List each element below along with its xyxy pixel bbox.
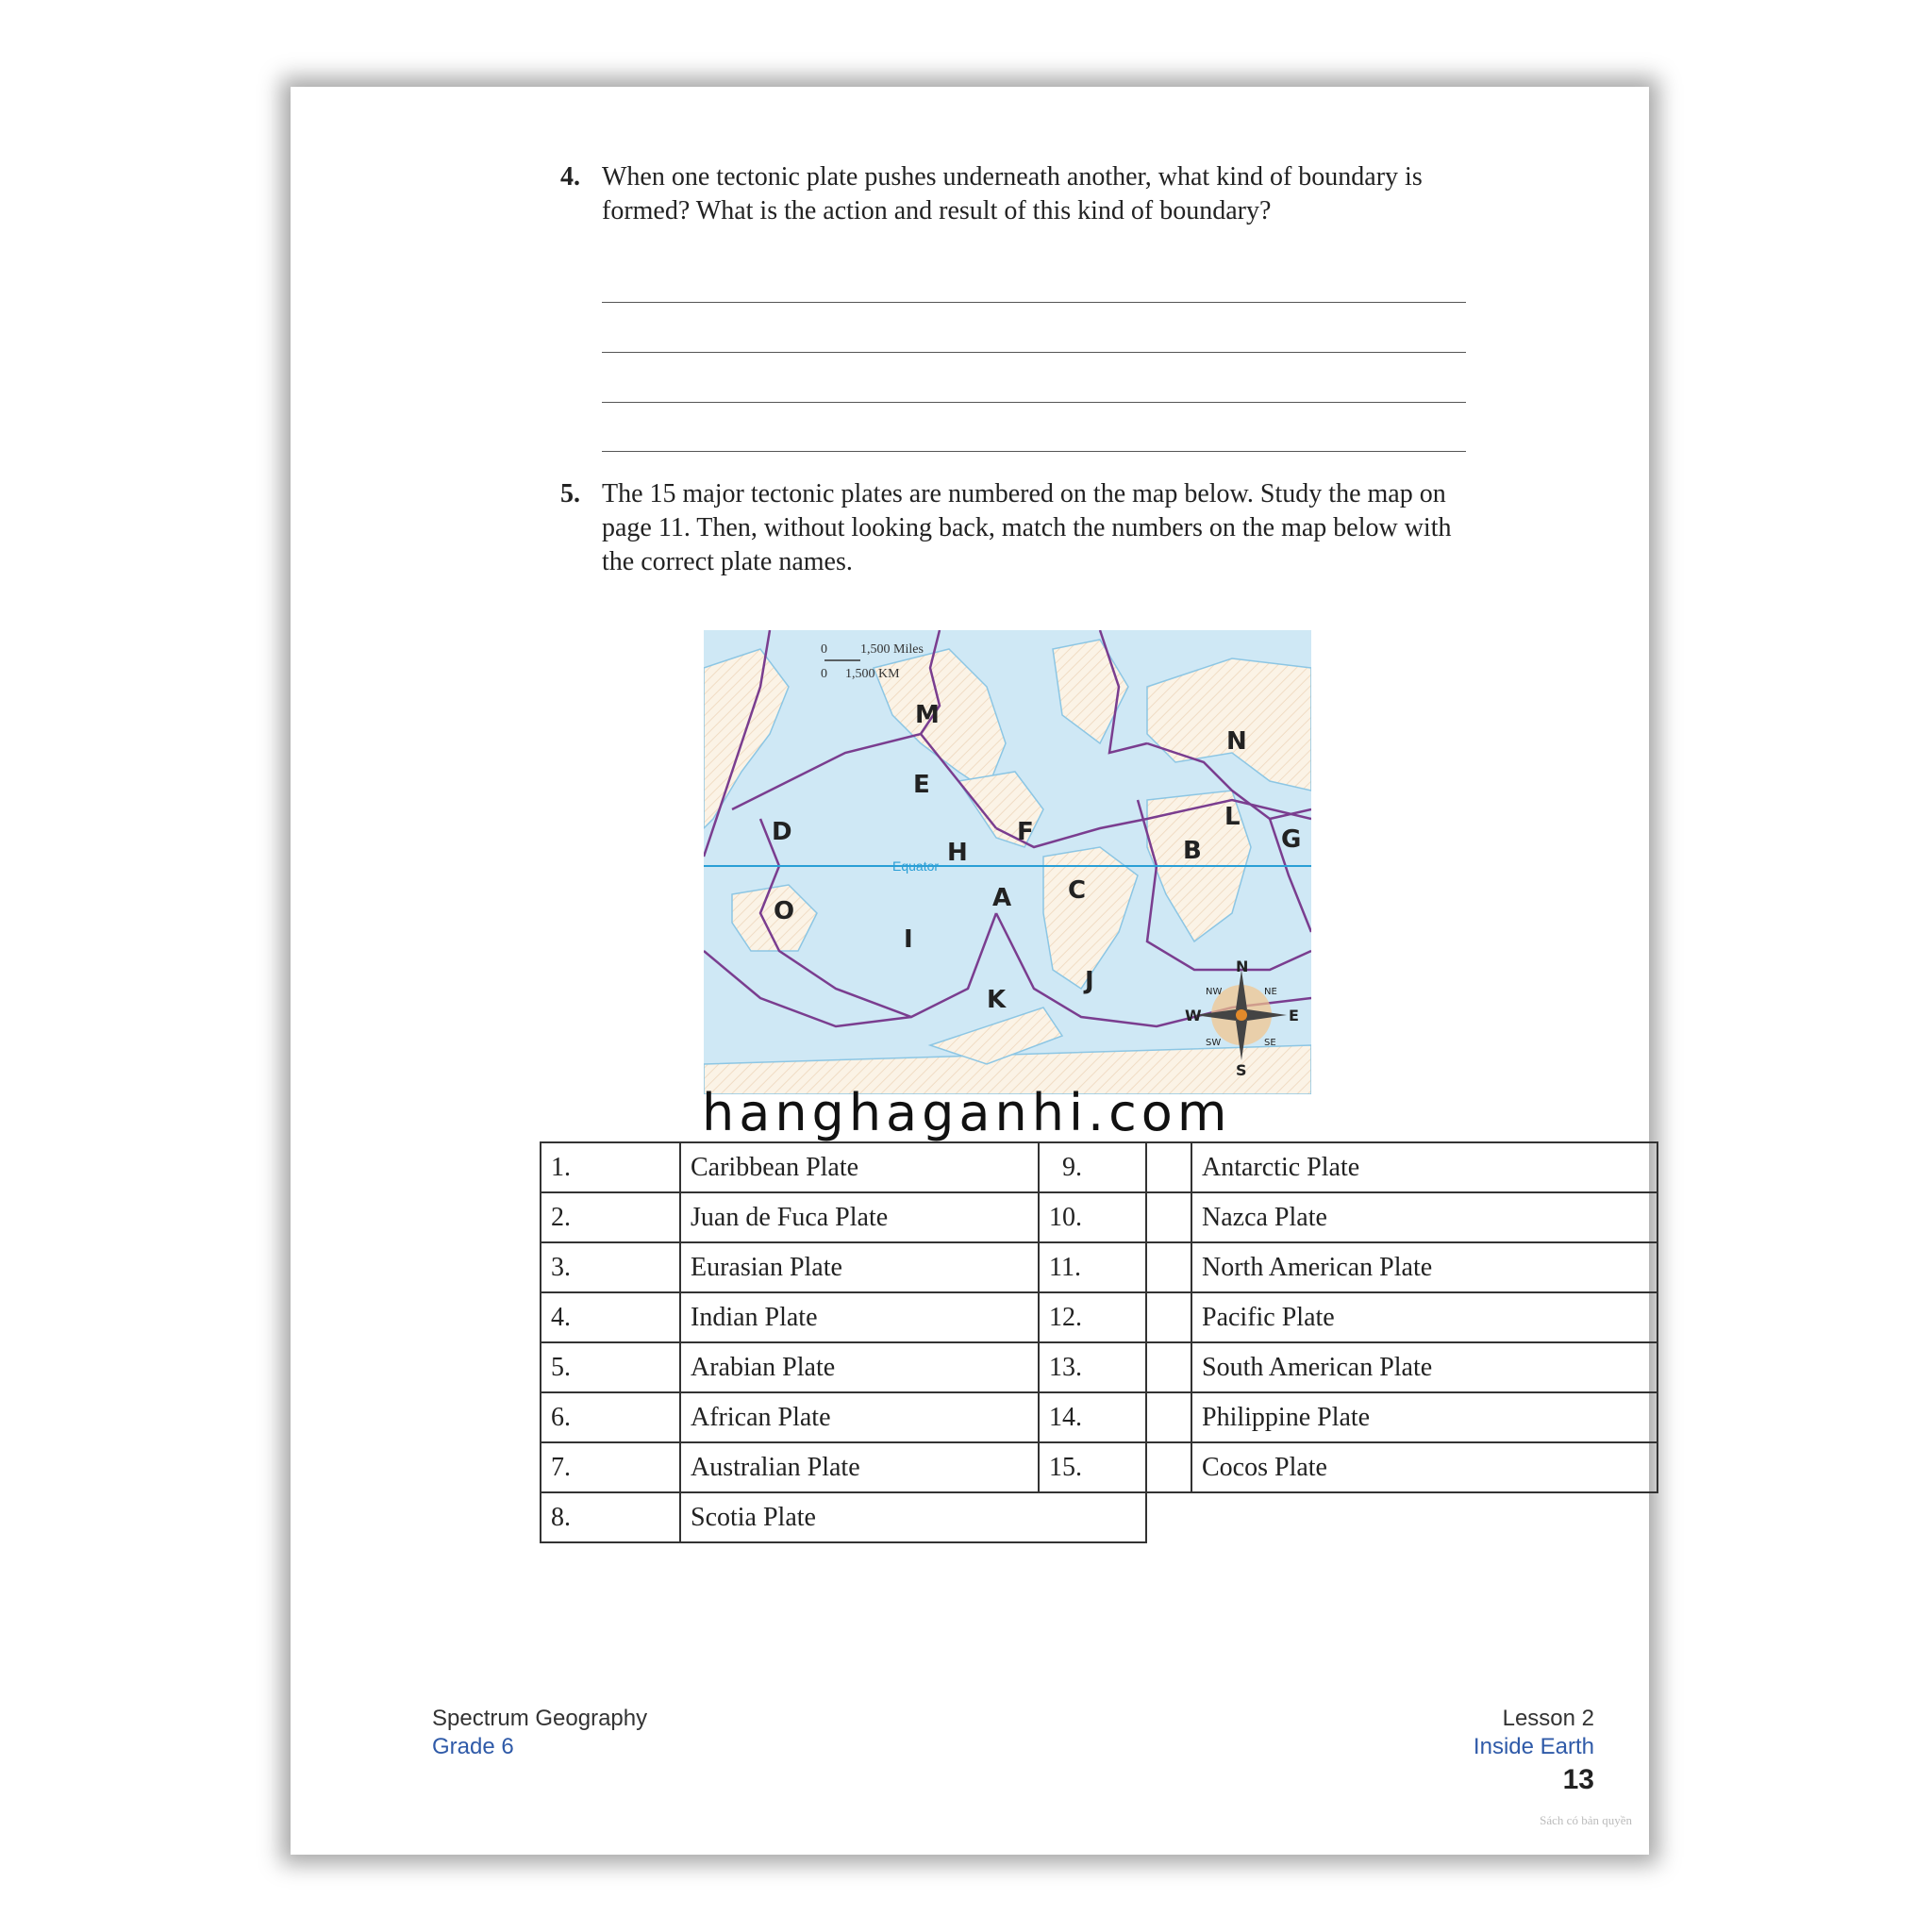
plate-name: North American Plate	[1191, 1242, 1657, 1292]
footer-book-title: Spectrum Geography	[432, 1706, 648, 1731]
plate-name: Australian Plate	[680, 1442, 1146, 1492]
plate-number: 4.	[541, 1292, 680, 1342]
table-row	[1039, 1142, 1657, 1192]
plate-label-N: N	[1226, 727, 1247, 756]
plate-label-O: O	[774, 897, 795, 925]
compass-e: E	[1289, 1007, 1299, 1024]
plate-number: 6.	[541, 1392, 680, 1442]
plate-name: Indian Plate	[680, 1292, 1146, 1342]
plate-name: Caribbean Plate	[680, 1142, 1146, 1192]
footer-grade: Grade 6	[432, 1734, 514, 1759]
plate-name: Cocos Plate	[1191, 1442, 1657, 1492]
table-row	[1039, 1242, 1657, 1292]
plate-label-F: F	[1017, 818, 1034, 846]
watermark: hanghaganhi.com	[702, 1083, 1232, 1142]
answer-line[interactable]	[602, 451, 1466, 452]
compass-s: S	[1236, 1061, 1247, 1079]
compass-se: SE	[1264, 1038, 1276, 1048]
table-row	[1039, 1342, 1657, 1392]
table-row	[1039, 1292, 1657, 1342]
plate-name: Scotia Plate	[680, 1492, 1146, 1542]
answer-line[interactable]	[602, 302, 1466, 303]
plate-label-A: A	[992, 884, 1012, 912]
plate-label-H: H	[947, 839, 968, 867]
plate-name: Pacific Plate	[1191, 1292, 1657, 1342]
plate-label-I: I	[904, 925, 913, 954]
page-number: 13	[1562, 1764, 1594, 1795]
plate-number: 9.	[1039, 1142, 1191, 1192]
plate-name: Eurasian Plate	[680, 1242, 1146, 1292]
plate-name: Juan de Fuca Plate	[680, 1192, 1146, 1242]
plate-number: 7.	[541, 1442, 680, 1492]
plate-label-L: L	[1224, 803, 1241, 831]
question-number: 5.	[560, 479, 580, 508]
plate-table-right	[1038, 1141, 1658, 1493]
plate-number: 2.	[541, 1192, 680, 1242]
plate-number: 5.	[541, 1342, 680, 1392]
compass-nw: NW	[1206, 987, 1223, 997]
plate-label-D: D	[772, 818, 792, 846]
table-row	[1039, 1442, 1657, 1492]
compass-n: N	[1236, 958, 1249, 975]
table-row	[1039, 1192, 1657, 1242]
plate-name: Philippine Plate	[1191, 1392, 1657, 1442]
equator-label: Equator	[892, 858, 940, 874]
question-5	[560, 477, 1470, 579]
tectonic-plates-map	[704, 630, 1311, 1094]
plate-number: 13.	[1039, 1342, 1191, 1392]
answer-line[interactable]	[602, 402, 1466, 403]
compass-ne: NE	[1264, 987, 1277, 997]
plate-number: 1.	[541, 1142, 680, 1192]
footer-lesson-title: Inside Earth	[1473, 1734, 1594, 1759]
plate-name: South American Plate	[1191, 1342, 1657, 1392]
question-text: The 15 major tectonic plates are numbered on the map below. Study the map on page 11. Then, without looking back, match the numbers on the map below with the correct plate names.	[602, 479, 1452, 576]
scale-km-label: 1,500 KM	[845, 667, 900, 681]
compass-sw: SW	[1206, 1038, 1222, 1048]
footer-lesson: Lesson 2	[1502, 1706, 1594, 1731]
plate-number: 12.	[1039, 1292, 1191, 1342]
plate-number: 15.	[1039, 1442, 1191, 1492]
scale-zero-miles: 0	[821, 642, 827, 657]
plate-number: 3.	[541, 1242, 680, 1292]
answer-line[interactable]	[602, 352, 1466, 353]
question-text: When one tectonic plate pushes underneath another, what kind of boundary is formed? What is the action and result of this kind of boundary?	[602, 162, 1423, 225]
question-4	[560, 160, 1470, 228]
copyright-note: Sách có bản quyền	[1540, 1813, 1632, 1827]
table-row	[1039, 1392, 1657, 1442]
plate-number: 14.	[1039, 1392, 1191, 1442]
plate-number: 10.	[1039, 1192, 1191, 1242]
compass-w: W	[1185, 1007, 1202, 1024]
plate-label-B: B	[1183, 837, 1202, 865]
plate-name: Antarctic Plate	[1191, 1142, 1657, 1192]
plate-label-M: M	[915, 701, 940, 729]
plate-name: African Plate	[680, 1392, 1146, 1442]
table-row	[541, 1492, 1146, 1542]
plate-label-E: E	[913, 771, 930, 799]
plate-label-C: C	[1068, 876, 1087, 905]
scale-miles-label: 1,500 Miles	[860, 642, 924, 657]
plate-label-G: G	[1281, 825, 1302, 854]
plate-name: Nazca Plate	[1191, 1192, 1657, 1242]
plate-number: 11.	[1039, 1242, 1191, 1292]
plate-name: Arabian Plate	[680, 1342, 1146, 1392]
plate-label-J: J	[1085, 967, 1094, 995]
plate-label-K: K	[987, 986, 1007, 1014]
question-number: 4.	[560, 162, 580, 192]
scale-zero-km: 0	[821, 667, 827, 681]
plate-number: 8.	[541, 1492, 680, 1542]
